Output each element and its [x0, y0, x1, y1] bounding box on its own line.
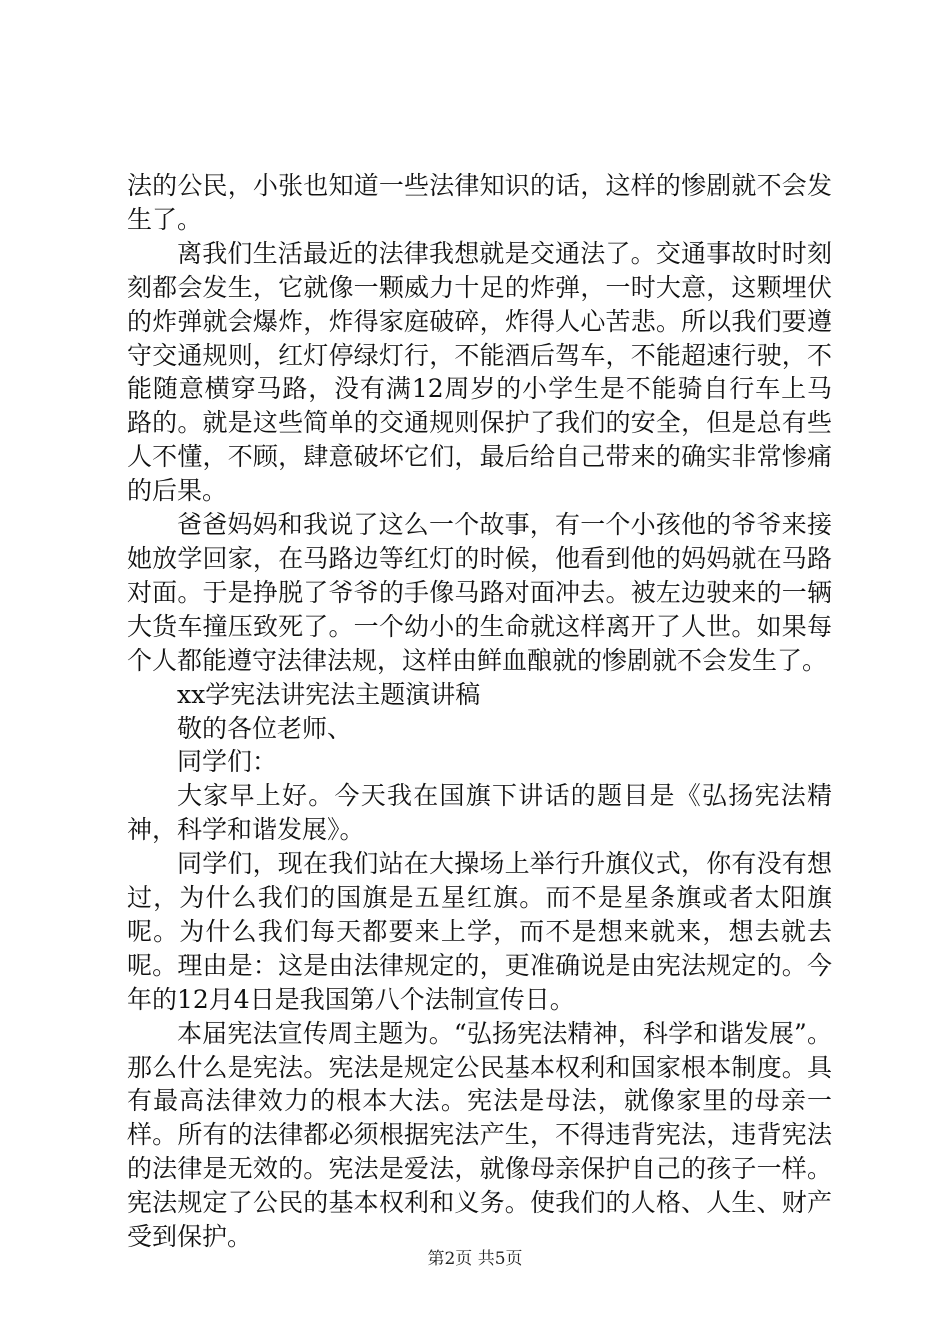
- page-number-footer: 第2页 共5页: [427, 1249, 523, 1269]
- speech-title: xx学宪法讲宪法主题演讲稿: [177, 679, 481, 709]
- paragraph-continuation: 法的公民，小张也知道一些法律知识的话，这样的惨剧就不会发生了。: [127, 171, 832, 234]
- document-body: [127, 169, 832, 1254]
- paragraph-greeting: 大家早上好。今天我在国旗下讲话的题目是《弘扬宪法精神，科学和谐发展》。: [127, 781, 832, 845]
- paragraph-traffic-law: 离我们生活最近的法律我想就是交通法了。交通事故时时刻刻都会发生，它就像一颗威力十足的炸弹，一时大意，这颗埋伏的炸弹就会爆炸，炸得家庭破碎，炸得人心苦悲。所以我们要遵守交通规则，红灯停绿灯行，不能酒后驾车，不能超速行驶，不能随意横穿马路，没有满12周岁的小学生是不能骑自行车上马路的。就是这些简单的交通规则保护了我们的安全，但是总有些人不懂，不顾，肆意破坏它们，最后给自己带来的确实非常惨痛的后果。: [127, 238, 832, 506]
- paragraph-constitution-week: 本届宪法宣传周主题为。“弘扬宪法精神，科学和谐发展”。那么什么是宪法。宪法是规定公民基本权利和国家根本制度。具有最高法律效力的根本大法。宪法是母法，就像家里的母亲一样。所有的法律都必须根据宪法产生，不得违背宪法，违背宪法的法律是无效的。宪法是爱法，就像母亲保护自己的孩子一样。宪法规定了公民的基本权利和义务。使我们的人格、人生、财产受到保护。: [127, 1018, 832, 1252]
- salutation-students: 同学们：: [177, 747, 278, 777]
- paragraph-flag-ceremony: 同学们，现在我们站在大操场上举行升旗仪式，你有没有想过，为什么我们的国旗是五星红旗。而不是星条旗或者太阳旗呢。为什么我们每天都要来上学，而不是想来就来，想去就去呢。理由是：这是由法律规定的，更准确说是由宪法规定的。今年的12月4日是我国第八个法制宣传日。: [127, 849, 832, 1014]
- paragraph-story: 爸爸妈妈和我说了这么一个故事，有一个小孩他的爷爷来接她放学回家，在马路边等红灯的时候，他看到他的妈妈就在马路对面。于是挣脱了爷爷的手像马路对面冲去。被左边驶来的一辆大货车撞压致死了。一个幼小的生命就这样离开了人世。如果每个人都能遵守法律法规，这样由鲜血酿就的惨剧就不会发生了。: [127, 510, 832, 675]
- salutation-teachers: 敬的各位老师、: [177, 713, 353, 743]
